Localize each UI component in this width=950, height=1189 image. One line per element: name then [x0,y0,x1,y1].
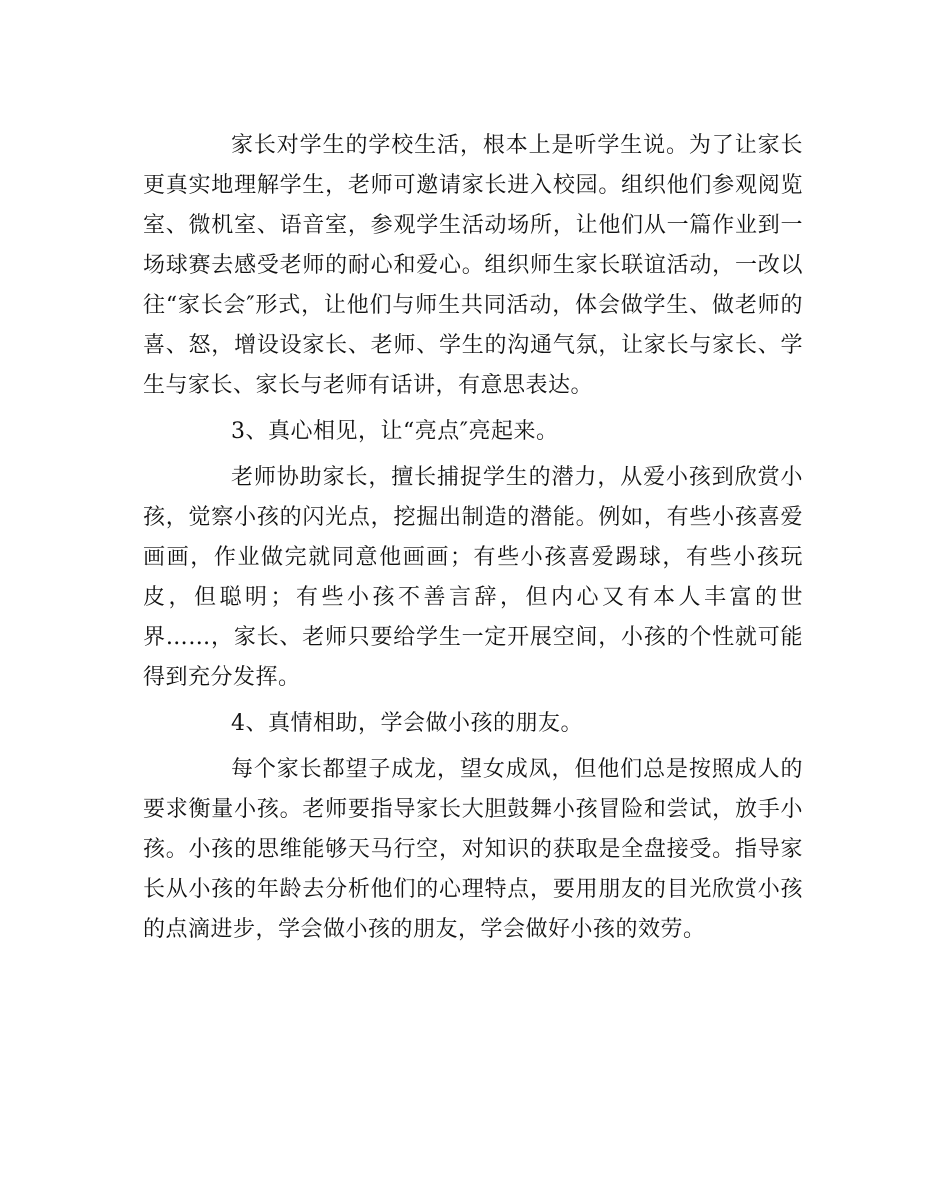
paragraph-be-childs-friend: 每个家长都望子成龙，望女成凤，但他们总是按照成人的要求衡量小孩。老师要指导家长大胆鼓舞小孩冒险和尝试，放手小孩。小孩的思维能够天马行空，对知识的获取是全盘接受。指导家长从小孩的年龄去分析他们的心理特点，要用朋友的目光欣赏小孩的点滴进步，学会做小孩的朋友，学会做好小孩的效劳。 [143,757,803,942]
heading-section-4: 4、真情相助，学会做小孩的朋友。 [231,711,583,736]
heading-section-3: 3、真心相见，让“亮点″亮起来。 [231,419,559,444]
paragraph-discover-strengths: 老师协助家长，擅长捕捉学生的潜力，从爱小孩到欣赏小孩，觉察小孩的闪光点，挖掘出制造的潜能。例如，有些小孩喜爱画画，作业做完就同意他画画；有些小孩喜爱踢球，有些小孩玩皮，但聪明；有些小孩不善言辞，但内心又有本人丰富的世界……，家长、老师只要给学生一定开展空间，小孩的个性就可能得到充分发挥。 [143,465,803,690]
paragraph-parent-campus-visit: 家长对学生的学校生活，根本上是听学生说。为了让家长更真实地理解学生，老师可邀请家长进入校园。组织他们参观阅览室、微机室、语音室，参观学生活动场所，让他们从一篇作业到一场球赛去感受老师的耐心和爱心。组织师生家长联谊活动，一改以往“家长会″形式，让他们与师生共同活动，体会做学生、做老师的喜、怒，增设设家长、老师、学生的沟通气氛，让家长与家长、学生与家长、家长与老师有话讲，有意思表达。 [143,133,803,398]
document-page [143,126,803,950]
